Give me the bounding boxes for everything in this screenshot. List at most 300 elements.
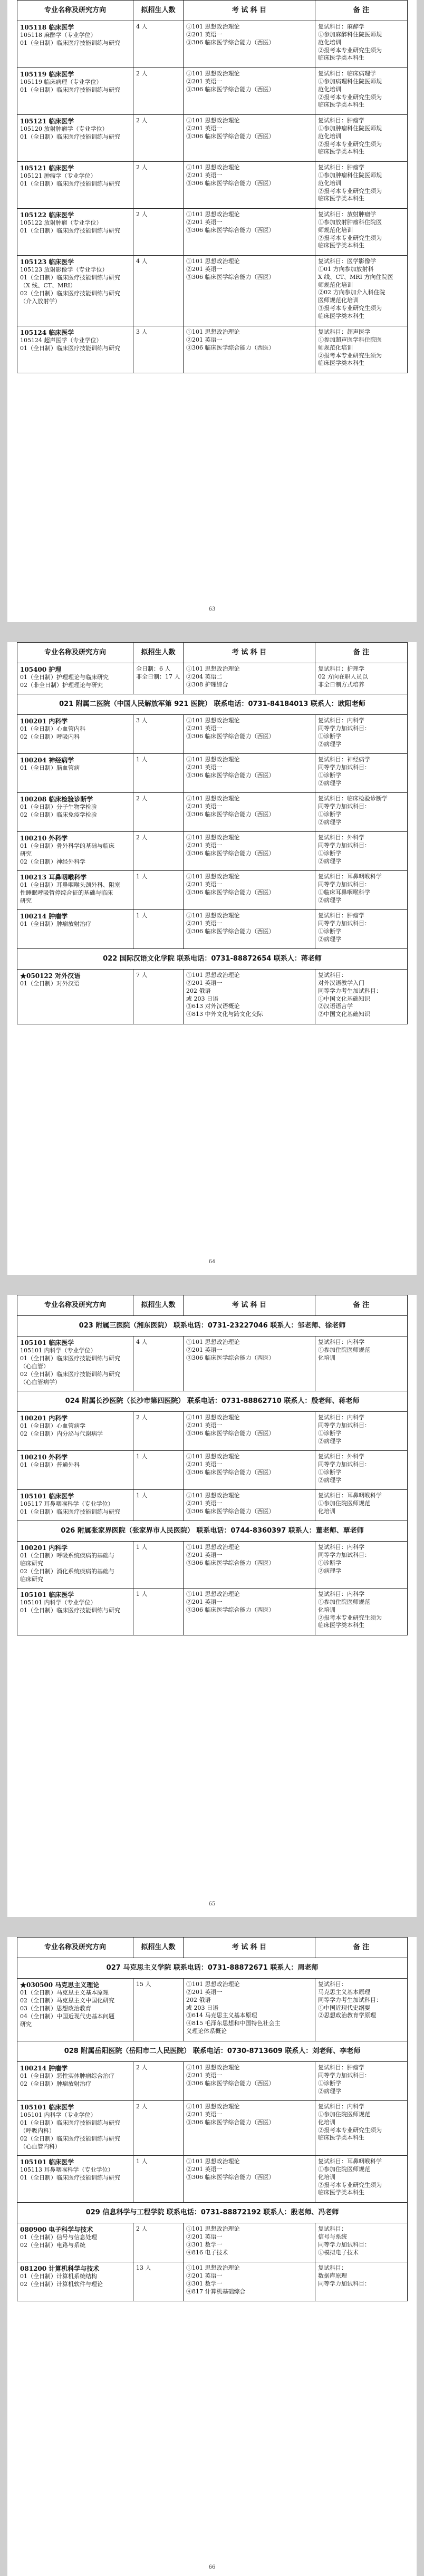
table-row: [17, 871, 408, 910]
note-line: 复试科目：耳鼻咽喉科学: [318, 873, 382, 880]
table-row: [17, 2223, 408, 2262]
note-line: 复试科目：: [318, 1981, 347, 1988]
exam-line: ③306 临床医学综合能力（西医）: [186, 849, 275, 857]
count-cell: [133, 1979, 184, 2041]
exam-cell: [184, 1490, 315, 1521]
page-number: 65: [208, 1901, 216, 1907]
major-line: 02（全日制）消化系统疾病的基础与: [20, 1567, 114, 1575]
major-cell: [17, 2223, 133, 2262]
note-line: ①参加超声医学科住院医: [318, 336, 382, 343]
page-66: [7, 1937, 417, 2576]
exam-line: ①101 思想政治理论: [186, 328, 240, 335]
note-line: 复试科目：: [318, 2264, 347, 2271]
major-line: 01（全日制）呼吸系统疾病的基础与: [20, 1552, 114, 1560]
major-line: 100210 外科学: [20, 835, 68, 842]
major-line: 02（非全日制）护理理论与研究: [20, 682, 103, 689]
note-line: 复试科目：内科学: [318, 717, 364, 724]
unit-header-row: [17, 1316, 408, 1337]
note-line: 信号与系统: [318, 2233, 347, 2240]
major-line: 01（全日制）临床医疗技能训练与研究: [20, 40, 120, 47]
exam-line: ①101 思想政治理论: [186, 795, 240, 802]
exam-line: ③306 临床医学综合能力（西医）: [186, 344, 275, 351]
major-line: 105400 护理: [20, 666, 62, 673]
note-line: 同等学力加试科目：: [318, 1551, 370, 1558]
exam-line: ③301 数学一: [186, 2241, 223, 2248]
table-header: [17, 1295, 408, 1316]
note-line: 同等学力加试科目：: [318, 841, 370, 849]
major-line: 01（全日制）心血管内科: [20, 725, 85, 733]
note-line: 复试科目：耳鼻咽喉科学: [318, 1492, 382, 1499]
header-count: 拟招生人数: [133, 643, 184, 663]
count-cell: [133, 754, 184, 793]
count-line: 2 人: [136, 2103, 148, 2110]
major-line: 02（全日制）肿瘤放射治疗: [20, 2080, 91, 2088]
major-line: 02（全日制）神经外科学: [20, 858, 85, 865]
note-cell: [315, 2262, 408, 2301]
major-line: 105101 临床医学: [20, 1493, 74, 1500]
exam-line: ②201 英语一: [186, 1346, 223, 1353]
header-note: 备 注: [315, 1, 408, 21]
table-row: [17, 832, 408, 871]
header-count: 拟招生人数: [133, 1938, 184, 1958]
major-line: （X 线、CT、MRI）: [20, 282, 76, 289]
exam-cell: [184, 1542, 315, 1589]
note-line: 同等学力考生加试科目：: [318, 987, 382, 994]
note-cell: [315, 910, 408, 949]
count-cell: [133, 162, 184, 209]
major-line: 01（全日制）临床医疗技能训练与研究: [20, 1355, 120, 1362]
count-line: 4 人: [136, 258, 148, 265]
major-cell: [17, 2156, 133, 2203]
note-line: ②02 方向参加介入科住院: [318, 289, 386, 296]
note-cell: [315, 970, 408, 1024]
table-body: [17, 1958, 408, 2301]
exam-line: ③306 临床医学综合能力（西医）: [186, 810, 275, 818]
note-line: ②报考本专业研究生须为: [318, 187, 382, 195]
note-line: ②报考本专业研究生须为: [318, 46, 382, 54]
exam-line: ②204 英语二: [186, 673, 223, 680]
exam-line: ①101 思想政治理论: [186, 972, 240, 979]
exam-line: ④815 毛泽东思想和中国特色社会主: [186, 2020, 281, 2027]
exam-line: ②201 英语一: [186, 2071, 223, 2079]
exam-line: ②201 英语一: [186, 31, 223, 38]
exam-line: ③306 临床医学综合能力（西医）: [186, 1559, 275, 1566]
major-line: 01（全日制）临床医疗技能训练与研究: [20, 180, 120, 188]
major-cell: [17, 1412, 133, 1451]
count-line: 1 人: [136, 756, 148, 763]
note-line: ①参加放射肿瘤科住院医: [318, 218, 382, 226]
count-line: 2 人: [136, 1414, 148, 1421]
note-line: ②报考本专业研究生须为: [318, 234, 382, 241]
table-header: [17, 643, 408, 663]
major-cell: [17, 162, 133, 209]
exam-line: ③306 临床医学综合能力（西医）: [186, 771, 275, 779]
major-line: 105117 耳鼻咽喉科学（专业学位）: [20, 1500, 114, 1508]
major-line: ★050122 对外汉语: [20, 972, 81, 980]
exam-line: 202 俄语: [186, 1996, 211, 2003]
exam-line: ①101 思想政治理论: [186, 834, 240, 841]
note-cell: [315, 326, 408, 373]
count-line: 全日制：6 人: [136, 665, 171, 672]
note-line: ①诊断学: [318, 2079, 341, 2087]
table-row: [17, 663, 408, 694]
major-line: 01（全日制）临床医疗技能训练与研究: [20, 133, 120, 141]
note-line: 复试科目：内科学: [318, 1591, 364, 1597]
note-line: 复试科目：外科学: [318, 1453, 364, 1460]
exam-line: ①101 思想政治理论: [186, 70, 240, 77]
major-line: 研究: [20, 2020, 32, 2028]
note-cell: [315, 1589, 408, 1635]
exam-line: 或 203 日语: [186, 2004, 218, 2011]
exam-line: ②201 英语一: [186, 880, 223, 888]
major-line: 01（全日制）马克思主义基本原理: [20, 1989, 109, 1997]
count-cell: [133, 1451, 184, 1490]
count-cell: [133, 970, 184, 1024]
exam-cell: [184, 970, 315, 1024]
note-line: 师规范化培训: [318, 344, 353, 351]
note-line: ②病理学: [318, 935, 341, 943]
page-number: 64: [208, 1259, 216, 1265]
major-line: （呼吸内科）: [20, 2127, 55, 2134]
count-line: 非全日制：17 人: [136, 673, 180, 680]
exam-cell: [184, 2223, 315, 2262]
major-line: 研究: [20, 897, 32, 904]
major-line: ★030500 马克思主义理论: [20, 1981, 100, 1989]
note-line: 数据库原理: [318, 2272, 347, 2279]
exam-line: ②201 英语一: [186, 802, 223, 810]
table-row: [17, 793, 408, 832]
header-exam: 考 试 科 目: [184, 1295, 315, 1316]
note-line: 师规范化培训: [318, 281, 353, 288]
exam-line: ③306 临床医学综合能力（西医）: [186, 273, 275, 280]
unit-header: 022 国际汉语文化学院 联系电话：0731-88872654 联系人：蒋老师: [17, 949, 408, 970]
table-row: [17, 256, 408, 326]
exam-line: ③613 对外汉语概论: [186, 1003, 240, 1010]
note-line: 范化培训: [318, 179, 341, 187]
note-line: 复试科目：肿瘤学: [318, 2064, 364, 2071]
major-line: 02（全日制）临床医疗技能训练与研究: [20, 289, 120, 297]
table-row: [17, 754, 408, 793]
major-cell: [17, 2101, 133, 2156]
table-row: [17, 1412, 408, 1451]
note-cell: [315, 2156, 408, 2203]
note-cell: [315, 754, 408, 793]
exam-line: ②201 英语一: [186, 1460, 223, 1468]
major-line: 01（全日制）耳鼻咽喉头颈外科、阻塞: [20, 882, 120, 889]
exam-line: ③306 临床医学综合能力（西医）: [186, 732, 275, 740]
major-line: 01（全日制）分子生物学检验: [20, 803, 97, 811]
count-cell: [133, 2223, 184, 2262]
admission-table: [17, 0, 408, 373]
note-cell: [315, 1337, 408, 1391]
major-line: （介入放射学）: [20, 297, 61, 305]
major-cell: [17, 21, 133, 68]
note-cell: [315, 663, 408, 694]
exam-cell: [184, 1412, 315, 1451]
count-cell: [133, 2062, 184, 2101]
count-line: 3 人: [136, 717, 148, 724]
exam-line: 202 俄语: [186, 987, 211, 994]
note-line: ①参加住院医师规范: [318, 1346, 370, 1353]
table-row: [17, 2262, 408, 2301]
table-row: [17, 209, 408, 256]
note-line: 同等学力加试科目：: [318, 2280, 370, 2287]
table-row: [17, 1337, 408, 1391]
admission-table: [17, 1295, 408, 1635]
major-cell: [17, 793, 133, 832]
exam-cell: [184, 832, 315, 871]
unit-header: 021 附属二医院（中国人民解放军第 921 医院） 联系电话：0731-84184013 联系人：欧阳老师: [17, 694, 408, 715]
note-line: ②报考本专业研究生须为: [318, 352, 382, 359]
page-64: [7, 642, 417, 1275]
count-cell: [133, 2101, 184, 2156]
exam-line: ②201 英语一: [186, 979, 223, 986]
exam-line: ①101 思想政治理论: [186, 1339, 240, 1345]
major-line: 02（全日制）马克思主义中国化研究: [20, 1997, 114, 2004]
major-cell: [17, 2062, 133, 2101]
note-line: ③报考本专业研究生须为: [318, 305, 382, 312]
major-cell: [17, 832, 133, 871]
exam-line: ①101 思想政治理论: [186, 258, 240, 265]
exam-cell: [184, 1451, 315, 1490]
major-line: 01（全日制）临床医疗技能训练与研究: [20, 345, 120, 352]
note-line: ②病理学: [318, 1567, 341, 1574]
note-cell: [315, 115, 408, 162]
exam-line: ①101 思想政治理论: [186, 23, 240, 30]
note-line: ①参加住院医师规范: [318, 1598, 370, 1605]
note-line: ①参加肿瘤科住院医师规: [318, 124, 382, 132]
major-line: 01（全日制）信号与信息处理: [20, 2234, 97, 2241]
exam-cell: [184, 1337, 315, 1391]
note-line: 复试科目：内科学: [318, 1339, 364, 1345]
note-cell: [315, 2062, 408, 2101]
header-note: 备 注: [315, 643, 408, 663]
exam-cell: [184, 715, 315, 754]
note-line: 复试科目：神经病学: [318, 756, 370, 763]
major-line: 02（全日制）呼吸内科: [20, 733, 80, 741]
exam-line: ②201 英语一: [186, 763, 223, 771]
note-line: 复试科目：肿瘤学: [318, 912, 364, 919]
exam-cell: [184, 115, 315, 162]
major-cell: [17, 910, 133, 949]
note-line: ①临床耳鼻咽喉科学: [318, 888, 370, 896]
note-line: 同等学力加试科目：: [318, 919, 370, 927]
unit-header: 027 马克思主义学院 联系电话：0731-88872671 联系人：周老师: [17, 1958, 408, 1979]
table-row: [17, 68, 408, 115]
count-line: 2 人: [136, 2064, 148, 2071]
major-line: 105101 临床医学: [20, 2158, 74, 2166]
note-cell: [315, 832, 408, 871]
count-line: 1 人: [136, 1544, 148, 1551]
major-line: 105121 临床医学: [20, 118, 74, 125]
exam-line: ①101 思想政治理论: [186, 1453, 240, 1460]
exam-line: ③308 护理综合: [186, 681, 228, 688]
table-row: [17, 1979, 408, 2041]
exam-line: ②201 英语一: [186, 78, 223, 85]
note-line: 马克思主义基本原理: [318, 1988, 370, 1996]
major-cell: [17, 326, 133, 373]
table-header: [17, 1, 408, 21]
note-line: 临床医学类本科生: [318, 360, 364, 367]
exam-line: ②201 英语一: [186, 265, 223, 273]
note-line: 医师规范化培训: [318, 297, 359, 304]
page-63: [7, 0, 417, 622]
count-cell: [133, 2156, 184, 2203]
unit-header: 026 附属张家界医院（张家界市人民医院） 联系电话：0744-8360397 联系人：董老师、覃老师: [17, 1521, 408, 1542]
exam-line: ①101 思想政治理论: [186, 2225, 240, 2232]
note-cell: [315, 162, 408, 209]
exam-cell: [184, 793, 315, 832]
page-number: 66: [208, 2564, 216, 2570]
count-cell: [133, 68, 184, 115]
exam-cell: [184, 1979, 315, 2041]
note-line: 复试科目：临床检验诊断学: [318, 795, 388, 802]
major-cell: [17, 1451, 133, 1490]
major-line: 105101 临床医学: [20, 1339, 74, 1347]
exam-line: ②201 英语一: [186, 919, 223, 927]
major-line: 100201 内科学: [20, 718, 68, 725]
major-line: 01（全日制）对外汉语: [20, 980, 80, 987]
count-cell: [133, 871, 184, 910]
major-line: 临床研究: [20, 1560, 43, 1567]
exam-line: ③306 临床医学综合能力（西医）: [186, 2079, 275, 2087]
major-line: 105101 临床医学: [20, 2104, 74, 2111]
note-line: ①01 方向参加放射科: [318, 265, 374, 273]
exam-cell: [184, 754, 315, 793]
major-line: 01（全日制）临床医疗技能训练与研究: [20, 2174, 120, 2182]
note-line: ①诊断学: [318, 771, 341, 779]
major-line: （心血管内科）: [20, 2143, 61, 2150]
note-line: ②中国文化基础知识: [318, 1011, 370, 1018]
count-line: 1 人: [136, 873, 148, 880]
major-line: 105101 内科学（专业学位）: [20, 1347, 97, 1354]
note-line: 02 方向在职人员以: [318, 673, 368, 680]
note-line: 同等学力加试科目：: [318, 1460, 370, 1468]
note-line: ②报考本专业研究生须为: [318, 2181, 382, 2188]
note-line: 化培训: [318, 1606, 335, 1613]
note-line: 复试科目：内科学: [318, 1544, 364, 1551]
count-cell: [133, 256, 184, 326]
count-cell: [133, 21, 184, 68]
exam-line: ③306 临床医学综合能力（西医）: [186, 2173, 275, 2181]
note-cell: [315, 1490, 408, 1521]
note-line: 同等学力加试科目：: [318, 1421, 370, 1429]
exam-line: ②201 英语一: [186, 2165, 223, 2173]
major-line: 081200 计算机科学与技术: [20, 2265, 100, 2272]
exam-line: ①101 思想政治理论: [186, 2064, 240, 2071]
major-line: 01（全日制）临床医疗技能训练与研究: [20, 2119, 120, 2127]
exam-line: ①101 思想政治理论: [186, 1591, 240, 1597]
note-line: ①参加住院医师规范: [318, 2165, 370, 2173]
note-line: ①诊断学: [318, 810, 341, 818]
unit-header-row: [17, 694, 408, 715]
note-cell: [315, 1979, 408, 2041]
exam-cell: [184, 2062, 315, 2101]
note-line: ①诊断学: [318, 1468, 341, 1476]
exam-line: 或 203 日语: [186, 995, 218, 1002]
note-line: ②病理学: [318, 779, 341, 787]
exam-line: ①101 思想政治理论: [186, 2158, 240, 2165]
major-line: 105119 临床医学: [20, 71, 74, 78]
admission-table: [17, 642, 408, 1024]
count-cell: [133, 209, 184, 256]
count-line: 1 人: [136, 1453, 148, 1460]
major-line: 100214 肿瘤学: [20, 913, 68, 920]
note-line: 同等学力加试科目：: [318, 724, 370, 732]
header-major: 专业名称及研究方向: [17, 1, 133, 21]
count-cell: [133, 115, 184, 162]
header-exam: 考 试 科 目: [184, 1938, 315, 1958]
note-cell: [315, 2101, 408, 2156]
page-number: 63: [208, 606, 216, 612]
exam-line: ①101 思想政治理论: [186, 117, 240, 124]
exam-cell: [184, 256, 315, 326]
note-line: 复试科目：临床病理学: [318, 70, 376, 77]
exam-line: ②201 英语一: [186, 171, 223, 179]
note-line: 临床医学类本科生: [318, 312, 364, 319]
exam-cell: [184, 162, 315, 209]
note-line: ①模拟电子技术: [318, 2249, 359, 2256]
note-line: ②汉语语言学: [318, 1003, 353, 1010]
exam-cell: [184, 910, 315, 949]
exam-line: ①101 思想政治理论: [186, 2103, 240, 2110]
unit-header-row: [17, 2041, 408, 2062]
major-line: 01（全日制）临床医疗技能训练与研究: [20, 274, 120, 282]
note-line: ①诊断学: [318, 1559, 341, 1566]
exam-cell: [184, 21, 315, 68]
major-line: 01（全日制）恶性实体肿瘤综合治疗: [20, 2073, 114, 2080]
note-line: 复试科目：: [318, 2225, 347, 2232]
unit-header: 024 附属长沙医院（长沙市第四医院） 联系电话：0731-88862710 联系人：殷老师、蒋老师: [17, 1391, 408, 1412]
note-line: ①诊断学: [318, 732, 341, 740]
exam-line: ②201 英语一: [186, 2272, 223, 2279]
major-cell: [17, 68, 133, 115]
unit-header-row: [17, 1958, 408, 1979]
exam-line: ③306 临床医学综合能力（西医）: [186, 85, 275, 93]
note-line: ①诊断学: [318, 927, 341, 935]
note-line: 复试科目：内科学: [318, 2103, 364, 2110]
note-line: ②病理学: [318, 740, 341, 748]
note-line: ②报考本专业研究生须为: [318, 93, 382, 101]
exam-line: ②201 英语一: [186, 1421, 223, 1429]
major-line: 105122 放射肿瘤（专业学位）: [20, 219, 102, 227]
table-row: [17, 1542, 408, 1589]
note-line: 范化培训: [318, 132, 341, 140]
major-line: 01（全日制）脑血管病: [20, 764, 80, 772]
count-line: 7 人: [136, 972, 148, 979]
count-cell: [133, 1412, 184, 1451]
count-cell: [133, 1337, 184, 1391]
note-line: 复试科目：超声医学: [318, 328, 370, 335]
exam-line: ③306 临床医学综合能力（西医）: [186, 226, 275, 234]
note-line: ②病理学: [318, 2087, 341, 2095]
table-header: [17, 1938, 408, 1958]
count-cell: [133, 326, 184, 373]
count-cell: [133, 832, 184, 871]
note-line: 临床医学类本科生: [318, 2134, 364, 2142]
unit-header: 023 附属三医院（湘东医院） 联系电话：0731-23227046 联系人：邹老师、徐老师: [17, 1316, 408, 1337]
exam-cell: [184, 209, 315, 256]
note-line: ②病理学: [318, 1437, 341, 1445]
table-row: [17, 2156, 408, 2203]
note-line: ②报考本专业研究生须为: [318, 140, 382, 148]
count-cell: [133, 663, 184, 694]
note-line: 同等学力加试科目：: [318, 2241, 370, 2248]
exam-line: ①101 思想政治理论: [186, 2264, 240, 2271]
exam-line: ②201 英语一: [186, 841, 223, 849]
major-cell: [17, 115, 133, 162]
exam-cell: [184, 2156, 315, 2203]
